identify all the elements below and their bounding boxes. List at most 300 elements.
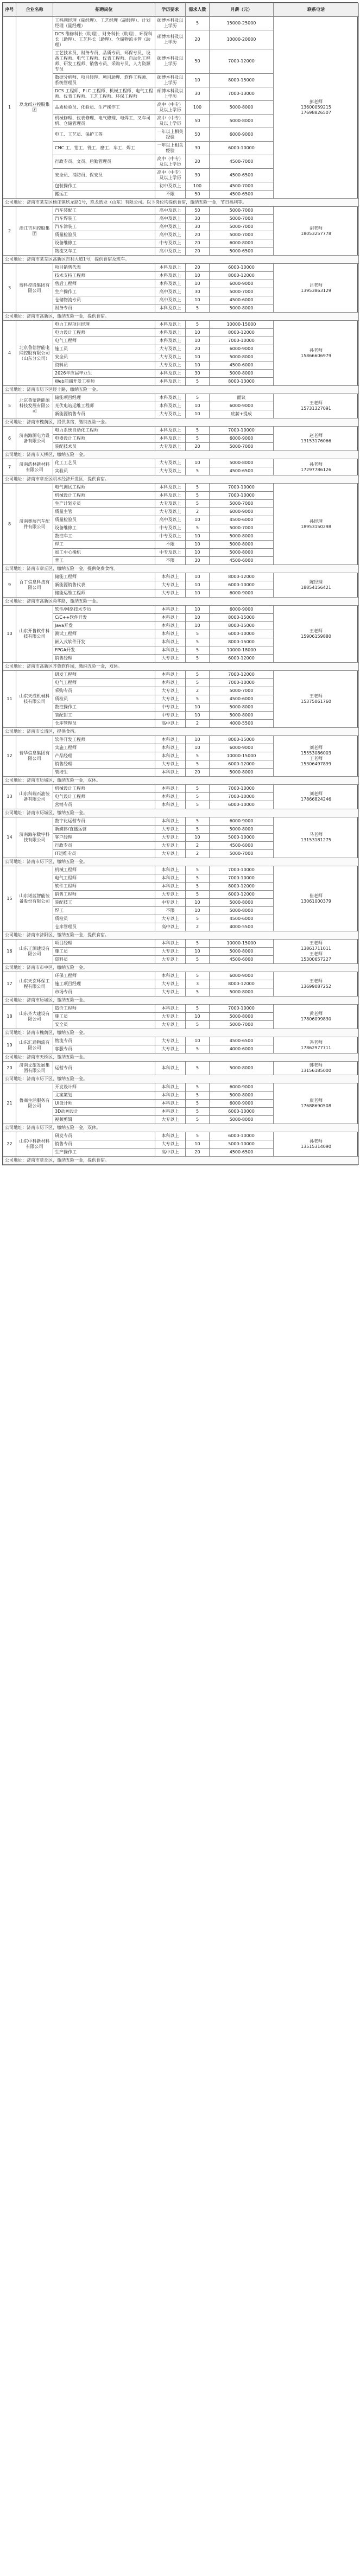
job-title: 文案策划	[53, 1092, 155, 1100]
monthly-salary: 5000-8000	[210, 1013, 274, 1021]
education-requirement: 大专以上	[155, 956, 186, 964]
contact-line: 赵老师	[310, 433, 323, 438]
row-number: 22	[3, 1132, 16, 1157]
monthly-salary: 5000-7000	[210, 687, 274, 695]
header-cell: 联系电话	[274, 3, 359, 17]
job-title: 设备维修工	[53, 524, 155, 532]
job-title: 采购专员	[53, 687, 155, 695]
job-title: 物流专员	[53, 1037, 155, 1045]
contact-line: 韩老师	[310, 1063, 323, 1068]
company-name: 山东齐大建设有限公司	[16, 1005, 53, 1029]
job-title: 光伏电站运维工程师	[53, 402, 155, 410]
monthly-salary: 7000-13000	[210, 87, 274, 101]
education-requirement: 不限	[155, 191, 186, 199]
job-title: Java开发	[53, 622, 155, 630]
monthly-salary: 10000-15000	[210, 752, 274, 760]
monthly-salary: 8000-15000	[210, 622, 274, 630]
job-title: 质量检验员	[53, 231, 155, 239]
header-cell: 序号	[3, 3, 16, 17]
contact-line: 13953863129	[301, 288, 331, 293]
education-requirement: 本科及以上	[155, 435, 186, 443]
monthly-salary: 4500-6000	[210, 956, 274, 964]
contact-line: 马老师	[310, 832, 323, 837]
contact-phone	[274, 940, 359, 964]
education-requirement: 本科及以上	[155, 337, 186, 345]
education-requirement: 大专以上	[155, 834, 186, 842]
monthly-salary: 10000-15000	[210, 321, 274, 329]
contact-phone	[274, 1005, 359, 1029]
job-title: 数字化运营专员	[53, 817, 155, 826]
job-title: 销售经理	[53, 655, 155, 663]
table-row	[3, 736, 359, 744]
job-title: 汽车涂装工	[53, 223, 155, 231]
headcount: 2	[186, 508, 210, 516]
job-title: 数控操作工	[53, 703, 155, 712]
monthly-salary: 5000-8000	[210, 115, 274, 128]
company-intro: 公司地址：济南市历下区，缴纳五险一金。	[3, 1075, 359, 1083]
monthly-salary: 6000-9000	[210, 280, 274, 288]
company-name: 济南海尔数字科技有限公司	[16, 817, 53, 858]
monthly-salary: 面议	[210, 394, 274, 402]
headcount: 10	[186, 736, 210, 744]
education-requirement: 不限	[155, 907, 186, 915]
education-requirement: 不限	[155, 541, 186, 549]
company-intro-row	[3, 565, 359, 573]
education-requirement: 大专以上	[155, 1140, 186, 1149]
company-intro-row	[3, 418, 359, 427]
education-requirement: 大专以上	[155, 655, 186, 663]
job-title: 软件开发工程师	[53, 736, 155, 744]
job-title: 仓库管理员	[53, 720, 155, 728]
contact-line: 王老师	[310, 941, 323, 946]
monthly-salary: 5000-8000	[210, 549, 274, 557]
monthly-salary: 10000-15000	[210, 940, 274, 948]
headcount: 5	[186, 467, 210, 475]
row-number: 8	[3, 484, 16, 565]
monthly-salary: 6000-10000	[210, 264, 274, 272]
monthly-salary: 6000-12000	[210, 891, 274, 899]
contact-line: 13515314090	[301, 1144, 331, 1149]
education-requirement: 大专以上	[155, 1013, 186, 1021]
job-title: 新媒体/直播运营	[53, 826, 155, 834]
row-number: 14	[3, 817, 16, 858]
headcount: 5	[186, 793, 210, 801]
headcount: 5	[186, 801, 210, 809]
company-name: 山东汇通物流有限公司	[16, 1037, 53, 1054]
contact-phone	[274, 484, 359, 565]
contact-phone	[274, 1037, 359, 1054]
job-title: 生产操作工	[53, 1149, 155, 1157]
job-title: 售后工程师	[53, 280, 155, 288]
table-row	[3, 573, 359, 581]
job-title: Web前端开发工程师	[53, 378, 155, 386]
job-title: 销售专员	[53, 1140, 155, 1149]
monthly-salary: 6000-9000	[210, 744, 274, 752]
headcount: 5	[186, 524, 210, 532]
job-title: UI设计师	[53, 1100, 155, 1108]
headcount: 5	[186, 1005, 210, 1013]
headcount: 5	[186, 638, 210, 646]
contact-line: 13156185000	[301, 1068, 331, 1073]
job-title: 研发工程师	[53, 671, 155, 679]
headcount: 100	[186, 101, 210, 115]
monthly-salary: 8000-15000	[210, 614, 274, 622]
monthly-salary: 5000-8000	[210, 1092, 274, 1100]
headcount: 50	[186, 207, 210, 215]
headcount: 2	[186, 842, 210, 850]
monthly-salary: 5000-7000	[210, 223, 274, 231]
company-name: 济南奥展汽车配件有限公司	[16, 484, 53, 565]
company-intro: 公司地址：济南市高新区舜华路，缴纳五险一金。	[3, 598, 359, 606]
job-title: DCS 工程师、PLC 工程师、机械工程师、电气工程师、仪表工程师、工艺工程师、环保工程师	[53, 87, 155, 101]
monthly-salary: 7000-10000	[210, 337, 274, 345]
table-row	[3, 671, 359, 679]
headcount: 5	[186, 752, 210, 760]
table-row	[3, 1005, 359, 1013]
company-intro-row	[3, 777, 359, 785]
monthly-salary: 5000-8000	[210, 304, 274, 313]
contact-line: 刘老师	[310, 745, 323, 750]
company-intro: 公司地址：济南市历下区经十路，缴纳五险一金。	[3, 386, 359, 394]
headcount: 10	[186, 296, 210, 304]
job-title: 数控车工	[53, 532, 155, 541]
education-requirement: 本科以上	[155, 736, 186, 744]
monthly-salary: 4500-6500	[210, 467, 274, 475]
monthly-salary: 5000-8000	[210, 899, 274, 907]
contact-phone	[274, 606, 359, 663]
monthly-salary: 6000-12000	[210, 760, 274, 769]
contact-line: 18953150298	[301, 524, 331, 529]
headcount: 30	[186, 370, 210, 378]
monthly-salary: 5000-7000	[210, 207, 274, 215]
monthly-salary: 5000-8000	[210, 459, 274, 467]
job-title: 储能运维工程师	[53, 589, 155, 598]
table-row	[3, 17, 359, 30]
headcount: 20	[186, 155, 210, 169]
company-name: 鲁商生活服务有限公司	[16, 1083, 53, 1124]
company-name: 山东诺蓝智能装备股份有限公司	[16, 866, 53, 931]
education-requirement: 大专以上	[155, 760, 186, 769]
company-name: 济南浩林新材料有限公司	[16, 459, 53, 475]
table-row	[3, 866, 359, 874]
contact-line: 康老师	[310, 1098, 323, 1103]
education-requirement: 高中及以上	[155, 248, 186, 256]
education-requirement: 大专及以上	[155, 467, 186, 475]
contact-line: 孙老师	[310, 461, 323, 467]
headcount: 10	[186, 337, 210, 345]
education-requirement: 本科及以上	[155, 492, 186, 500]
education-requirement: 大专以上	[155, 915, 186, 923]
contact-line: 彭老师	[310, 99, 323, 104]
contact-line: 13153181275	[301, 837, 331, 842]
job-title: 技术支持工程师	[53, 272, 155, 280]
monthly-salary: 7000-10000	[210, 866, 274, 874]
job-title: 施工项目经理	[53, 980, 155, 988]
headcount: 5	[186, 630, 210, 638]
company-intro-row	[3, 858, 359, 866]
education-requirement: 高中以上	[155, 923, 186, 931]
job-title: 储能项目经理	[53, 394, 155, 402]
education-requirement: 中专及以上	[155, 524, 186, 532]
company-intro: 公司地址：济南市高新区齐鲁软件园，缴纳五险一金，双休。	[3, 663, 359, 671]
monthly-salary: 5000-7000	[210, 288, 274, 296]
job-title: 焊工	[53, 541, 155, 549]
headcount: 10	[186, 614, 210, 622]
table-row	[3, 459, 359, 467]
headcount: 5	[186, 972, 210, 980]
education-requirement: 本科以上	[155, 883, 186, 891]
table-row	[3, 972, 359, 980]
job-title: 汽车装配工	[53, 207, 155, 215]
job-title: 视频剪辑	[53, 1116, 155, 1124]
row-number: 10	[3, 606, 16, 663]
education-requirement: 本科以上	[155, 671, 186, 679]
headcount: 5	[186, 1062, 210, 1075]
contact-phone	[274, 394, 359, 418]
education-requirement: 本科及以上	[155, 280, 186, 288]
education-requirement: 高中及以上	[155, 207, 186, 215]
job-title: 财务专员	[53, 304, 155, 313]
contact-phone	[274, 321, 359, 386]
job-title: 装配钳工	[53, 712, 155, 720]
monthly-salary: 5000-8000	[210, 703, 274, 712]
row-number: 13	[3, 785, 16, 809]
contact-line: 15306497899	[301, 762, 331, 766]
headcount: 10	[186, 353, 210, 361]
monthly-salary: 6000-10000	[210, 630, 274, 638]
headcount: 5	[186, 817, 210, 826]
job-title: 数据分析师、项目经理、项目助理、软件工程师、系统管理员	[53, 74, 155, 87]
job-title: 3D动画设计	[53, 1108, 155, 1116]
monthly-salary: 7000-12000	[210, 671, 274, 679]
headcount: 10	[186, 1037, 210, 1045]
headcount: 10	[186, 459, 210, 467]
headcount: 10	[186, 834, 210, 842]
contact-line: 15866606979	[301, 353, 331, 358]
monthly-salary: 8000-12000	[210, 883, 274, 891]
monthly-salary: 4000-5500	[210, 923, 274, 931]
row-number: 16	[3, 940, 16, 964]
headcount: 10	[186, 532, 210, 541]
headcount: 10	[186, 541, 210, 549]
headcount: 5	[186, 646, 210, 655]
company-intro: 公司地址：济南市市中区，缴纳五险一金。	[3, 964, 359, 972]
monthly-salary: 4500-6500	[210, 169, 274, 182]
headcount: 10	[186, 329, 210, 337]
monthly-salary: 15000-25000	[210, 17, 274, 30]
education-requirement: 高中及以上	[155, 223, 186, 231]
job-title: 工程副经理（副经理）、工艺经理（副经理）、计划经理（副经理）	[53, 17, 155, 30]
education-requirement: 中专及以上	[155, 532, 186, 541]
contact-line: 17862977711	[301, 1045, 331, 1050]
table-row	[3, 207, 359, 215]
company-name: 博科控股集团有限公司	[16, 264, 53, 313]
monthly-salary: 10000-18000	[210, 646, 274, 655]
table-row	[3, 321, 359, 329]
headcount: 30	[186, 142, 210, 155]
education-requirement: 本科及以上	[155, 484, 186, 492]
job-title: 安全员	[53, 353, 155, 361]
row-number: 5	[3, 394, 16, 418]
education-requirement: 中专以上	[155, 703, 186, 712]
headcount: 10	[186, 899, 210, 907]
job-title: 搬运工	[53, 191, 155, 199]
headcount: 5	[186, 874, 210, 883]
education-requirement: 本科以上	[155, 817, 186, 826]
education-requirement: 大专以上	[155, 980, 186, 988]
monthly-salary: 4500-6000	[210, 915, 274, 923]
job-title: 安全员、消防员、保安员	[53, 169, 155, 182]
company-intro: 公司地址：济南市高新区，缴纳五险一金，提供食宿。	[3, 313, 359, 321]
education-requirement: 本科以上	[155, 1062, 186, 1075]
job-title: DCS 维修科长（助理）、财务科长（助理）、环保科长（助理）、工艺科长（助理）、仓储物流主管（助理）	[53, 30, 155, 49]
monthly-salary: 5000-6500	[210, 248, 274, 256]
headcount: 3	[186, 980, 210, 988]
table-row	[3, 1037, 359, 1045]
job-title: 机械工程师	[53, 866, 155, 874]
company-intro: 公司地址：济南市历城区，缴纳五险一金。	[3, 997, 359, 1005]
job-title: 销售经理	[53, 760, 155, 769]
headcount: 10	[186, 744, 210, 752]
education-requirement: 本科以上	[155, 769, 186, 777]
company-intro: 公司地址：济南市章丘区，缴纳五险一金，提供食宿。	[3, 1157, 359, 1165]
monthly-salary: 5000-7000	[210, 500, 274, 508]
company-intro-row	[3, 997, 359, 1005]
headcount: 10	[186, 516, 210, 524]
education-requirement: 大专及以上	[155, 500, 186, 508]
monthly-salary: 6000-10000	[210, 581, 274, 589]
contact-phone	[274, 1083, 359, 1124]
job-title: 装配技术员	[53, 443, 155, 451]
job-title: 电气工程师	[53, 874, 155, 883]
job-title: 生产计划专员	[53, 500, 155, 508]
monthly-salary: 6000-9000	[210, 1100, 274, 1108]
job-title: 客服专员	[53, 1045, 155, 1054]
education-requirement: 本科以上	[155, 1083, 186, 1092]
job-title: 营销专员	[53, 801, 155, 809]
contact-phone	[274, 264, 359, 313]
job-table	[3, 3, 359, 1165]
monthly-salary: 5000-7000	[210, 231, 274, 239]
headcount: 5	[186, 435, 210, 443]
education-requirement: 高中（中专）及以上学历	[155, 115, 186, 128]
education-requirement: 本科以上	[155, 1100, 186, 1108]
headcount: 5	[186, 785, 210, 793]
contact-line: 孙老师	[310, 1139, 323, 1144]
job-title: 物流叉车工	[53, 248, 155, 256]
contact-line: 王老师	[310, 694, 323, 699]
monthly-salary: 4000-6000	[210, 1045, 274, 1054]
company-name: 山东正源建设有限公司	[16, 940, 53, 964]
job-title: 软件/网络技术专员	[53, 606, 155, 614]
company-intro-row	[3, 728, 359, 736]
monthly-salary: 4000-5500	[210, 720, 274, 728]
monthly-salary: 5000-10000	[210, 834, 274, 842]
company-intro-row	[3, 475, 359, 484]
job-title: 行政专员	[53, 842, 155, 850]
education-requirement: 高中以上	[155, 1149, 186, 1157]
monthly-salary: 6000-9000	[210, 128, 274, 142]
company-intro: 公司地址：济南市历城区，缴纳五险一金。	[3, 809, 359, 817]
contact-line: 王老师	[310, 951, 323, 956]
headcount: 5	[186, 1083, 210, 1092]
headcount: 5	[186, 760, 210, 769]
row-number: 1	[3, 17, 16, 199]
company-intro: 公司地址：济南市天桥区，缴纳五险一金。	[3, 451, 359, 459]
job-title: 机械修理、仪表修理、电气修理、电焊工、叉车司机、仓储管理员	[53, 115, 155, 128]
job-title: 储能工程师	[53, 573, 155, 581]
education-requirement: 本科及以上	[155, 272, 186, 280]
monthly-salary: 7000-10000	[210, 793, 274, 801]
monthly-salary: 4500-6000	[210, 842, 274, 850]
job-title: 生产操作工	[53, 288, 155, 296]
monthly-salary: 6000-9000	[210, 435, 274, 443]
job-title: 电气工程师	[53, 337, 155, 345]
row-number: 21	[3, 1083, 16, 1124]
monthly-salary: 5000-7000	[210, 1021, 274, 1029]
contact-phone	[274, 17, 359, 199]
headcount: 10	[186, 948, 210, 956]
table-row	[3, 264, 359, 272]
monthly-salary: 6000-9000	[210, 817, 274, 826]
job-title: 2026年应届毕业生	[53, 370, 155, 378]
education-requirement: 本科以上	[155, 793, 186, 801]
education-requirement: 硕博本科及以上学历	[155, 30, 186, 49]
monthly-salary: 7000-12000	[210, 49, 274, 74]
job-title: 市场专员	[53, 988, 155, 997]
company-intro-row	[3, 931, 359, 940]
education-requirement: 本科及以上	[155, 427, 186, 435]
headcount: 5	[186, 394, 210, 402]
headcount: 5	[186, 891, 210, 899]
education-requirement: 大专以上	[155, 695, 186, 703]
table-row	[3, 785, 359, 793]
contact-line: 陈经理	[310, 580, 323, 585]
headcount: 5	[186, 492, 210, 500]
education-requirement: 高中及以上	[155, 296, 186, 304]
education-requirement: 本科以上	[155, 614, 186, 622]
education-requirement: 大专以上	[155, 826, 186, 834]
monthly-salary: 5000-8000	[210, 541, 274, 549]
job-title: 安全员	[53, 1021, 155, 1029]
monthly-salary: 5000-10000	[210, 1140, 274, 1149]
monthly-salary: 6000-9000	[210, 508, 274, 516]
header-cell: 学历要求	[155, 3, 186, 17]
company-intro-row	[3, 1054, 359, 1062]
headcount: 10	[186, 573, 210, 581]
table-row	[3, 427, 359, 435]
company-name: 山东开鲁软件科技有限公司	[16, 606, 53, 663]
company-intro: 公司地址：济南市槐荫区，缴纳五险一金。	[3, 1029, 359, 1037]
education-requirement: 一年以上相关经验	[155, 128, 186, 142]
company-intro-row	[3, 451, 359, 459]
job-table-sheet	[2, 2, 358, 1165]
contact-line: 15906159880	[301, 634, 331, 639]
monthly-salary: 6000-9000	[210, 345, 274, 353]
headcount: 20	[186, 345, 210, 353]
headcount: 5	[186, 304, 210, 313]
education-requirement: 大专以上	[155, 1037, 186, 1045]
education-requirement: 不限	[155, 557, 186, 565]
row-number: 6	[3, 427, 16, 451]
company-intro: 公司地址：济南市槐荫区，提供食宿，缴纳五险一金。	[3, 418, 359, 427]
headcount: 50	[186, 115, 210, 128]
job-title: 销售工程师	[53, 891, 155, 899]
job-title: 项目销售代表	[53, 264, 155, 272]
contact-line: 15300657227	[301, 957, 331, 962]
row-number: 9	[3, 573, 16, 598]
contact-line: 孙老师	[310, 347, 323, 353]
